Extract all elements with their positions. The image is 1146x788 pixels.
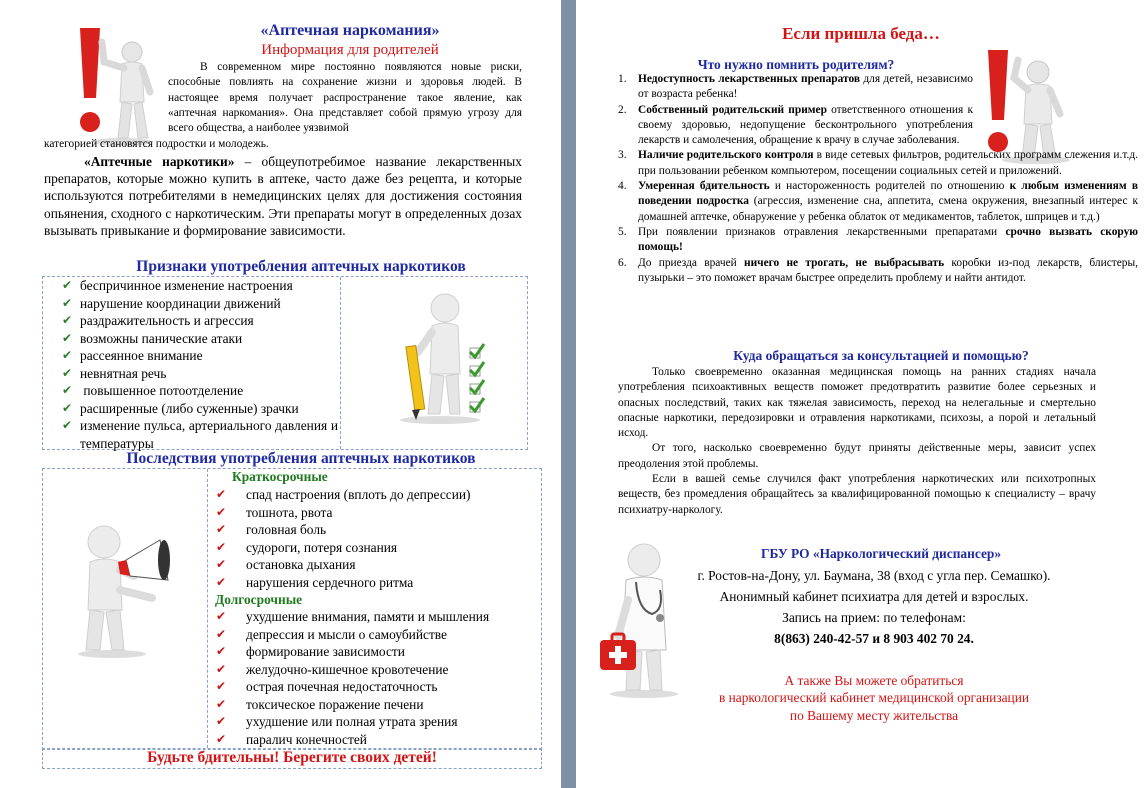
list-item: ✔ нарушение координации движений xyxy=(62,295,281,311)
checkmark-icon: ✔ xyxy=(62,418,73,432)
checkmark-icon: ✔ xyxy=(216,574,227,589)
checkmark-icon: ✔ xyxy=(216,557,227,571)
long-term-list xyxy=(210,608,540,748)
list-item: 1. Недоступность лекарственных препаратов для детей, независимо от возраста ребенка! xyxy=(618,73,973,101)
checkmark-icon: ✔ xyxy=(62,313,73,327)
short-term-list xyxy=(210,486,540,591)
phone-numbers: 8(863) 240-42-57 и 8 903 402 70 24. xyxy=(774,631,974,646)
checkmark-icon: ✔ xyxy=(216,644,227,658)
left-page xyxy=(0,0,561,788)
checkmark-icon: ✔ xyxy=(62,278,73,292)
list-item: ✔ токсическое поражение печени xyxy=(216,696,424,712)
list-item: ✔ острая почечная недостаточность xyxy=(216,679,438,694)
checkmark-icon: ✔ xyxy=(216,696,227,711)
definition-term: «Аптечные наркотики» xyxy=(84,154,235,169)
exclamation-figure-icon xyxy=(62,22,160,148)
checkmark-icon: ✔ xyxy=(216,626,227,641)
list-item: 5. При появлении признаков отравления лекарственными препаратами срочно вызвать скорую помощь! xyxy=(618,225,1138,254)
checkmark-icon: ✔ xyxy=(62,365,73,380)
organization-name: ГБУ РО «Наркологический диспансер» xyxy=(760,546,1002,561)
checkmark-icon: ✔ xyxy=(216,504,227,519)
footer-slogan: Будьте бдительны! Берегите своих детей! xyxy=(42,748,542,769)
list-item: ✔ остановка дыхания xyxy=(216,557,356,572)
signs-divider xyxy=(340,277,341,449)
right-page xyxy=(576,0,1146,788)
intro-paragraph xyxy=(168,60,522,136)
list-item: ✔ тошнота, рвота xyxy=(216,504,333,520)
list-item: ✔ желудочно-кишечное кровотечение xyxy=(216,661,449,677)
list-item: 4. Умеренная бдительность и настороженность родителей по отношению к любым изменениям в поведении подростка (агрессия, изменение сна, аппетита, смена окружения, внезапный интерес к домашней аптечке, обнаружение у ребенка облаток от медикаментов, таблеток, шприцев и т.д.) xyxy=(618,180,1138,223)
list-item: ✔ возможны панические атаки xyxy=(62,330,243,346)
checkmark-icon: ✔ xyxy=(216,661,227,676)
checkmark-icon: ✔ xyxy=(62,295,73,310)
appointment-label: Запись на прием: по телефонам: xyxy=(782,610,966,625)
checkmark-icon: ✔ xyxy=(62,400,73,415)
megaphone-figure-icon xyxy=(72,520,182,660)
help-text xyxy=(618,365,1096,518)
page-subtitle: Информация для родителей xyxy=(261,42,439,58)
list-item: 2. Собственный родительский пример ответственного отношения к своему здоровью, недопущение бесконтрольного употребления лекарств и самолечения, обращение к врачу в случае заболевания. xyxy=(618,103,973,147)
page-title: «Аптечная наркомания» xyxy=(260,22,440,39)
list-item: ✔ беспричинное изменение настроения xyxy=(62,278,293,293)
list-item: ✔ раздражительность и агрессия xyxy=(62,313,254,328)
parents-question-heading: Что нужно помнить родителям? xyxy=(697,57,895,72)
list-item: ✔ рассеянное внимание xyxy=(62,348,203,363)
list-item: ✔ невнятная речь xyxy=(62,365,167,381)
checkmark-icon: ✔ xyxy=(62,348,73,362)
checkmark-icon: ✔ xyxy=(62,383,73,397)
list-item: ✔ формирование зависимости xyxy=(216,644,405,659)
checkmark-icon: ✔ xyxy=(216,679,227,693)
help-heading: Куда обращаться за консультацией и помощью? xyxy=(733,348,1029,363)
checkmark-icon: ✔ xyxy=(216,539,227,554)
pencil-checklist-figure-icon xyxy=(390,286,500,426)
help-paragraph: Если в вашей семье случился факт употребления наркотических или психотропных веществ, без промедления обращайтесь за квалифицированной помощью к специалисту – врачу психиатру-наркологу. xyxy=(618,473,1096,516)
long-term-heading: Долгосрочные xyxy=(215,592,303,607)
list-item: ✔ спад настроения (вплоть до депрессии) xyxy=(216,487,471,502)
signs-list xyxy=(60,277,338,452)
checkmark-icon: ✔ xyxy=(216,714,227,728)
page-title: Если пришла беда… xyxy=(782,24,940,43)
list-item: ✔ ухудшение или полная утрата зрения xyxy=(216,714,458,729)
checkmark-icon: ✔ xyxy=(216,487,227,501)
intro-end: категорией становятся подростки и молодежь. xyxy=(44,138,269,150)
address: г. Ростов-на-Дону, ул. Баумана, 38 (вход с угла пер. Семашко). xyxy=(697,568,1051,583)
checkmark-icon: ✔ xyxy=(216,522,227,536)
contact-block xyxy=(674,565,1074,649)
intro-text: В современном мире постоянно появляются новые риски, способные повлиять на сохранение жизни и здоровья людей. В настоящее время получает распространение такое явление, как «аптечная наркомания». Она представляет собой прямую угрозу для всего общества, а наиболее уязвимой xyxy=(168,61,522,135)
checkmark-icon: ✔ xyxy=(216,731,227,746)
list-item: 6. До приезда врачей ничего не трогать, не выбрасывать коробки из-под лекарств, блистеры, пузырьки – это поможет врачам быстрее определить проблему и найти антидот. xyxy=(618,256,1138,284)
checkmark-icon: ✔ xyxy=(62,330,73,345)
also-contact: А также Вы можете обратиться в наркологический кабинет медицинской организации по Вашему месту жительства xyxy=(718,673,1030,723)
parents-checklist xyxy=(618,72,1138,286)
list-item: ✔ нарушения сердечного ритма xyxy=(216,574,414,590)
help-paragraph: От того, насколько своевременно будут приняты действенные меры, зависит успех преодоления этой проблемы. xyxy=(618,442,1096,470)
list-item: ✔ паралич конечностей xyxy=(216,731,367,747)
list-item: ✔ повышенное потоотделение xyxy=(62,383,244,398)
signs-heading: Признаки употребления аптечных наркотиков xyxy=(136,258,466,275)
list-item: ✔ изменение пульса, артериального давления и температуры xyxy=(62,418,338,451)
list-item: 3. Наличие родительского контроля в виде сетевых фильтров, родительских программ слежения и.т.д. при пользовании ребенком компьютером, посещении социальных сетей и приложений. xyxy=(618,149,1138,177)
list-item: ✔ головная боль xyxy=(216,522,327,537)
definition-paragraph xyxy=(44,153,522,239)
checkmark-icon: ✔ xyxy=(216,609,227,623)
list-item: ✔ депрессия и мысли о самоубийстве xyxy=(216,626,447,642)
list-item: ✔ ухудшение внимания, памяти и мышления xyxy=(216,609,490,624)
short-term-heading: Краткосрочные xyxy=(232,469,328,484)
list-item: ✔ расширенные (либо суженные) зрачки xyxy=(62,400,299,416)
cabinet-info: Анонимный кабинет психиатра для детей и взрослых. xyxy=(719,589,1029,604)
consequences-divider xyxy=(207,469,208,748)
consequences-heading: Последствия употребления аптечных наркотиков xyxy=(126,450,476,467)
definition-text: – общеупотребимое название лекарственных препаратов, которые можно купить в аптеке, часто даже без рецепта, и которые используются потребителями в немедицинских целях для достижения состояния опьянения, сходного с наркотическим. Эти препараты могут в определенных дозах вызывать привыкание и формирование зависимости. xyxy=(44,154,522,238)
list-item: ✔ судороги, потеря сознания xyxy=(216,539,398,555)
help-paragraph: Только своевременно оказанная медицинская помощь на ранних стадиях начала употребления психоактивных веществ поможет предотвратить развитие более серьезных и опасных последствий, таких как тяжелая зависимость, переход на нелегальные и смертельно опасные наркотики, передозировки и отравления наркотиками, психозы, а порой и летальный исход. xyxy=(618,366,1096,440)
